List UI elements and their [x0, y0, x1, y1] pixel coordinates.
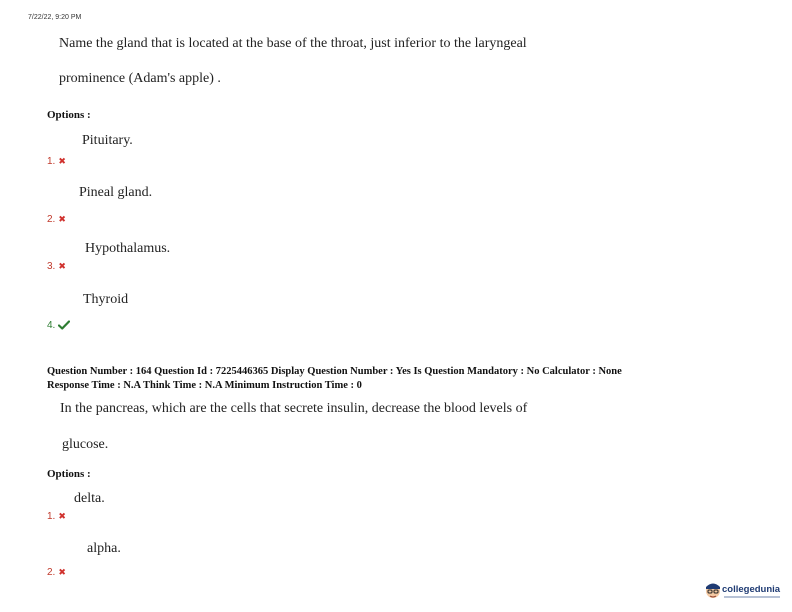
option-text: Pineal gland. — [79, 185, 153, 200]
question-meta-line1: Question Number : 164 Question Id : 7225446365 Display Question Number : Yes Is Question Mandatory : No Calculator : None — [47, 366, 622, 377]
question-text-line2: prominence (Adam's apple) . — [59, 71, 221, 86]
options-label: Options : — [47, 109, 91, 121]
check-icon — [58, 317, 70, 335]
option-number: 2. — [47, 567, 56, 578]
option-marker — [47, 506, 66, 524]
option-number: 1. — [47, 511, 56, 522]
option-number: 1. — [47, 156, 56, 167]
option-marker — [47, 562, 66, 580]
option-number: 4. — [47, 320, 56, 331]
mascot-icon — [704, 580, 722, 602]
option-marker — [47, 256, 66, 274]
logo-text: collegedunia — [722, 584, 781, 595]
option-marker — [47, 315, 70, 335]
question-text-line2: glucose. — [62, 437, 109, 452]
cross-icon: ✖ — [58, 262, 66, 272]
option-text: Pituitary. — [82, 133, 133, 148]
option-text: Hypothalamus. — [85, 241, 171, 256]
option-number: 2. — [47, 214, 56, 225]
cross-icon: ✖ — [58, 157, 66, 167]
option-number: 3. — [47, 261, 56, 272]
question-text-line1: In the pancreas, which are the cells that secrete insulin, decrease the blood levels of — [60, 401, 528, 416]
question-text-line1: Name the gland that is located at the base of the throat, just inferior to the laryngeal — [59, 36, 527, 51]
cross-icon: ✖ — [58, 512, 66, 522]
logo-tagline-bar — [724, 596, 780, 598]
question-meta-line2: Response Time : N.A Think Time : N.A Minimum Instruction Time : 0 — [47, 380, 362, 391]
option-marker — [47, 151, 66, 169]
cross-icon: ✖ — [58, 215, 66, 225]
timestamp: 7/22/22, 9:20 PM — [28, 14, 82, 21]
option-text: alpha. — [87, 541, 121, 556]
option-text: Thyroid — [83, 292, 129, 307]
cross-icon: ✖ — [58, 568, 66, 578]
collegedunia-logo — [704, 578, 788, 604]
option-text: delta. — [74, 491, 105, 506]
option-marker — [47, 209, 66, 227]
options-label: Options : — [47, 468, 91, 480]
